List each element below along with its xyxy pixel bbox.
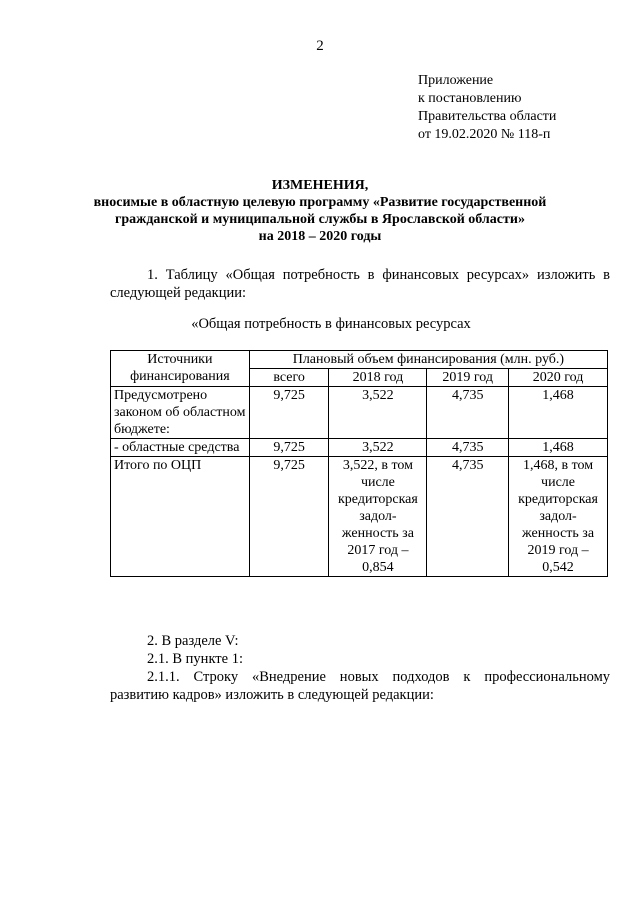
list-item: 2.1. В пункте 1: (147, 651, 243, 667)
document-title (0, 177, 640, 245)
list-item: 2. В разделе V: (147, 633, 239, 649)
cell-total: 9,725 (249, 387, 329, 439)
cell-source: - областные средства (111, 439, 250, 457)
table-header-row (111, 351, 608, 369)
list-item: 2.1.1. Строку «Внедрение новых подходов к профессиональному развитию кадров» изложить в следующей редакции: (110, 669, 610, 703)
title-line: вносимые в областную целевую программу «Развитие государственной (93, 195, 547, 210)
table-row (111, 457, 608, 577)
appendix-line: Приложение (418, 73, 494, 88)
cell-2018: 3,522 (329, 439, 427, 457)
header-2019: 2019 год (427, 369, 509, 387)
cell-source: Предусмотрено законом об областном бюджете: (111, 387, 250, 439)
table-row (111, 387, 608, 439)
cell-2020: 1,468 (509, 439, 608, 457)
header-total: всего (249, 369, 329, 387)
cell-total: 9,725 (249, 439, 329, 457)
title-line: гражданской и муниципальной службы в Ярославской области» (115, 212, 525, 227)
appendix-block (418, 72, 556, 144)
page-number: 2 (316, 38, 324, 54)
cell-2019: 4,735 (427, 439, 509, 457)
table-caption: «Общая потребность в финансовых ресурсах (191, 316, 471, 332)
table-row (111, 439, 608, 457)
paragraph-1: 1. Таблицу «Общая потребность в финансовых ресурсах» изложить в следующей редакции: (110, 267, 610, 301)
header-plan: Плановый объем финансирования (млн. руб.) (249, 351, 607, 369)
cell-2018: 3,522, в том числе кредиторская задол-женность за 2017 год – 0,854 (329, 457, 427, 577)
cell-source: Итого по ОЦП (111, 457, 250, 577)
header-source: Источники финансирования (111, 351, 250, 387)
title-line: ИЗМЕНЕНИЯ, (271, 178, 369, 193)
appendix-line: от 19.02.2020 № 118-п (418, 127, 551, 142)
cell-total: 9,725 (249, 457, 329, 577)
header-2018: 2018 год (329, 369, 427, 387)
cell-2020: 1,468 (509, 387, 608, 439)
financing-table (110, 350, 608, 577)
cell-2019: 4,735 (427, 457, 509, 577)
header-2020: 2020 год (509, 369, 608, 387)
appendix-line: к постановлению (418, 91, 522, 106)
cell-2018: 3,522 (329, 387, 427, 439)
cell-2020: 1,468, в том числе кредиторская задол-женность за 2019 год – 0,542 (509, 457, 608, 577)
cell-2019: 4,735 (427, 387, 509, 439)
title-line: на 2018 – 2020 годы (258, 229, 382, 244)
appendix-line: Правительства области (418, 109, 557, 124)
